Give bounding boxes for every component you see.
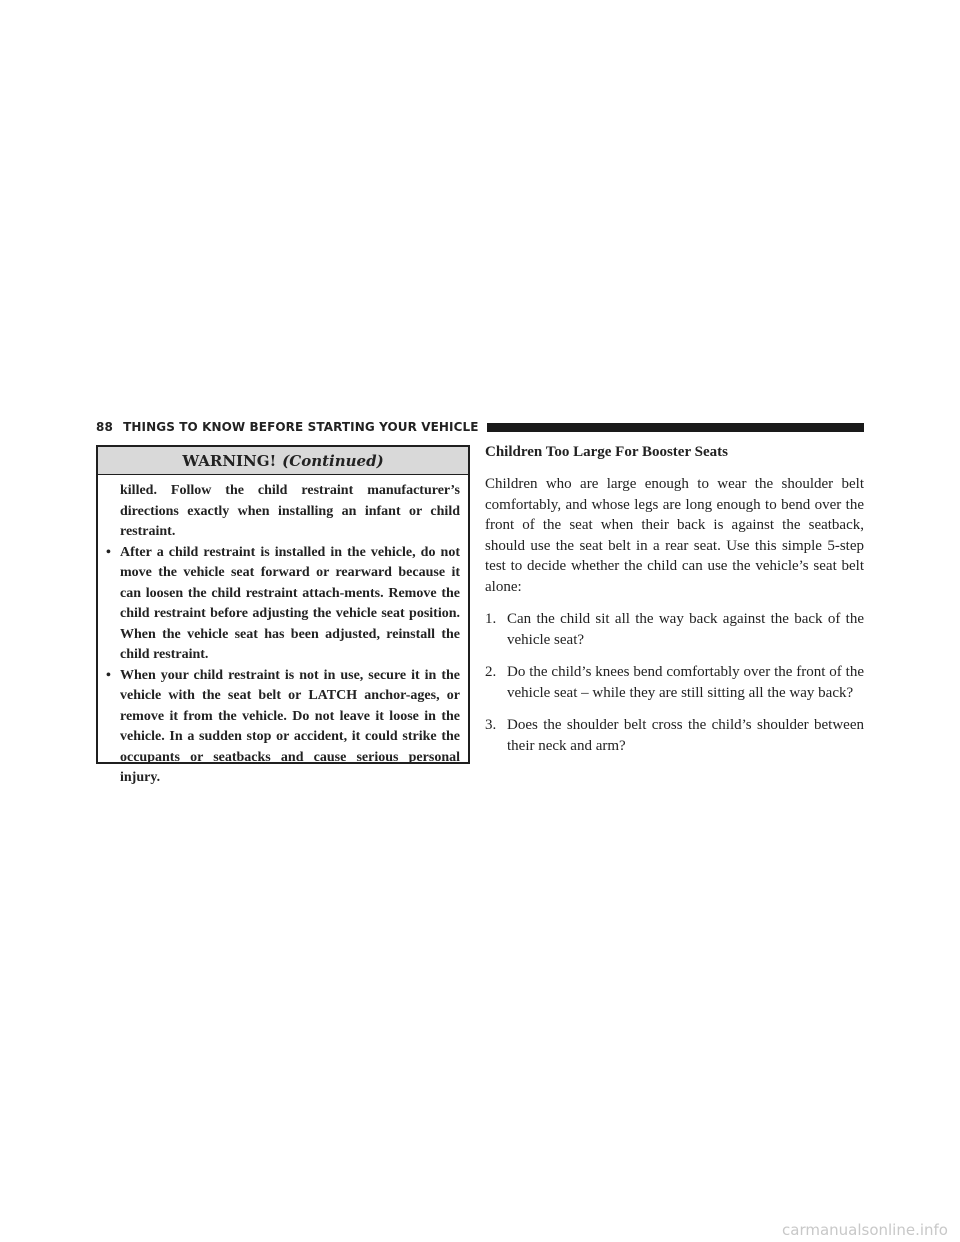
question-number: 2.	[485, 664, 497, 680]
section-heading: Children Too Large For Booster Seats	[485, 444, 728, 460]
warning-title: WARNING!	[182, 451, 277, 470]
bullet-icon: •	[106, 544, 111, 560]
watermark: carmanualsonline.info	[782, 1221, 948, 1239]
page-number: 88	[96, 420, 114, 434]
warning-bullet	[106, 666, 460, 789]
header-rule	[487, 423, 864, 432]
list-item	[485, 609, 864, 650]
test-question-list	[485, 609, 864, 756]
section-title: THINGS TO KNOW BEFORE STARTING YOUR VEHICLE	[123, 420, 479, 434]
warning-bullet-text: After a child restraint is installed in the vehicle, do not move the vehicle seat forward or rearward because it can loosen the child restraint attach-ments. Remove the child restraint before adjusting the vehicle seat position. When the vehicle seat has been adjusted, reinstall the child restraint.	[120, 544, 460, 662]
warning-header	[98, 447, 468, 475]
question-text: Do the child’s knees bend comfortably over the front of the vehicle seat – while they are still sitting all the way back?	[507, 664, 864, 701]
question-number: 1.	[485, 611, 497, 627]
warning-body	[98, 475, 468, 789]
warning-bullet	[106, 543, 460, 666]
warning-lead-text: killed. Follow the child restraint manufacturer’s directions exactly when installing an infant or child restraint.	[120, 483, 460, 539]
page-header	[96, 416, 864, 438]
list-item	[485, 662, 864, 703]
question-number: 3.	[485, 717, 497, 733]
bullet-icon: •	[106, 667, 111, 683]
section-intro: Children who are large enough to wear the shoulder belt comfortably, and whose legs are long enough to bend over the front of the seat when their back is against the seatback, should use the seat belt in a rear seat. Use this simple 5-step test to decide whether the child can use the vehicle’s seat belt alone:	[485, 476, 864, 595]
warning-box	[96, 445, 470, 785]
question-text: Can the child sit all the way back against the back of the vehicle seat?	[507, 611, 864, 648]
warning-continued: (Continued)	[282, 451, 384, 470]
list-item	[485, 715, 864, 756]
page-footer	[0, 1218, 960, 1242]
content-column	[485, 442, 864, 768]
question-text: Does the shoulder belt cross the child’s shoulder between their neck and arm?	[507, 717, 864, 754]
warning-bullet-text: When your child restraint is not in use, secure it in the vehicle with the seat belt or LATCH anchor-ages, or remove it from the vehicle. Do not leave it loose in the vehicle. In a sudden stop or accident, it could strike the occupants or seatbacks and cause serious personal injury.	[120, 667, 460, 785]
